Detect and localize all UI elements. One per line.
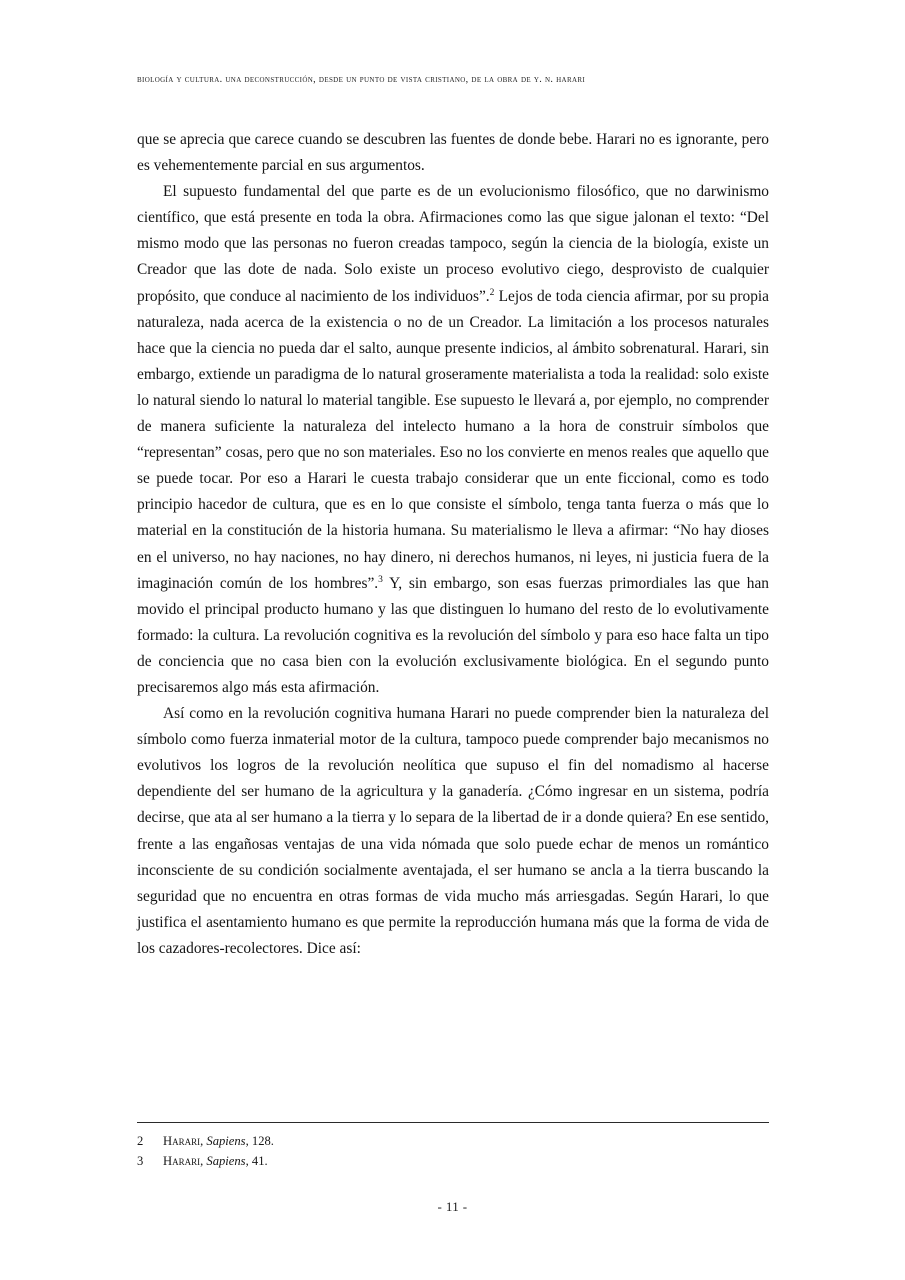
paragraph-3: Así como en la revolución cognitiva humana Harari no puede comprender bien la naturaleza del símbolo como fuerza inmaterial motor de la cultura, tampoco puede comprender bajo mecanismos no evolutivos los logros de la revolución neolítica que supuso el fin del nomadismo al hacerse dependiente del ser humano de la agricultura y la ganadería. ¿Cómo ingresar en un sistema, podría decirse, que ata al ser humano a la tierra y lo separa de la libertad de ir a donde quiera? En ese sentido, frente a las engañosas ventajas de una vida nómada que solo puede echar de menos un romántico inconsciente de su condición socialmente aventajada, el ser humano se ancla a la tierra buscando la seguridad que no encuentra en otras formas de vida mucho más arriesgadas. Según Harari, lo que justifica el asentamiento humano es que permite la reproducción humana más que la forma de vida de los cazadores-recolectores. Dice así:	[137, 705, 769, 957]
footnote-locator: , 128.	[245, 1134, 274, 1148]
footnote-title: Sapiens	[206, 1154, 246, 1168]
paragraph-2-continuation: Lejos de toda ciencia afirmar, por su propia naturaleza, nada acerca de la existencia o no de un Creador. La limitación a los procesos naturales hace que la ciencia no pueda dar el salto, aunque presente indicios, al ámbito sobrenatural. Harari, sin embargo, extiende un paradigma de lo natural groseramente materialista a toda la realidad: solo existe lo natural siendo lo natural lo material tangible. Ese supuesto le llevará a, por ejemplo, no comprender de manera suficiente la naturaleza del intelecto humano a la hora de construir símbolos que “representan” cosas, pero que no son materiales. Eso no los convierte en menos reales que aquello que se puede tocar. Por eso a Harari le cuesta trabajo considerar que un ente ficcional, como es todo principio hacedor de cultura, que es en lo que consiste el símbolo, tenga tanta fuerza o más que lo material en la constitución de la historia humana. Su materialismo le lleva a afirmar: “No hay dioses en el universo, no hay naciones, no hay dinero, ni derechos humanos, ni leyes, ni justicia fuera de la imaginación común de los hombres”.	[137, 287, 769, 592]
body-text-column	[137, 127, 769, 962]
paragraph-1: que se aprecia que carece cuando se descubren las fuentes de donde bebe. Harari no es ignorante, pero es vehementemente parcial en sus argumentos.	[137, 131, 769, 175]
footnote-marker-3[interactable]: 3	[378, 574, 383, 585]
paragraph-2-text: El supuesto fundamental del que parte es de un evolucionismo filosófico, que no darwinismo científico, que está presente en toda la obra. Afirmaciones como las que sigue jalonan el texto: “Del mismo modo que las personas no fueron creadas tampoco, según la ciencia de la biología, existe un Creador que las dote de nada. Solo existe un proceso evolutivo ciego, desprovisto de cualquier propósito, que conduce al nacimiento de los individuos”.	[137, 183, 769, 305]
footnote-title: Sapiens	[206, 1134, 246, 1148]
footnotes-block	[137, 1131, 769, 1171]
footnote-separator	[137, 1122, 769, 1123]
footnote-author: Harari	[163, 1154, 201, 1168]
footnote-number: 3	[137, 1154, 144, 1168]
footnote-number: 2	[137, 1134, 144, 1148]
footnote-author: Harari	[163, 1134, 201, 1148]
footnote-item: 3 Harari, Sapiens, 41.	[137, 1151, 769, 1171]
footnote-marker-2[interactable]: 2	[489, 287, 495, 298]
page-number: - 11 -	[437, 1199, 468, 1214]
paragraph-2	[137, 179, 769, 701]
footnote-item: 2 Harari, Sapiens, 128.	[137, 1131, 769, 1151]
footnote-locator: , 41.	[245, 1154, 268, 1168]
running-head: biología y cultura. una deconstrucción, desde un punto de vista cristiano, de la obra de y. n. harari	[137, 74, 586, 85]
paragraph-2-end: Y, sin embargo, son esas fuerzas primordiales las que han movido el principal producto humano y las que distinguen lo humano del resto de lo evolutivamente formado: la cultura. La revolución cognitiva es la revolución del símbolo y para eso hace falta un tipo de conciencia que no casa bien con la evolución exclusivamente biológica. En el segundo punto precisaremos algo más esta afirmación.	[137, 574, 769, 696]
